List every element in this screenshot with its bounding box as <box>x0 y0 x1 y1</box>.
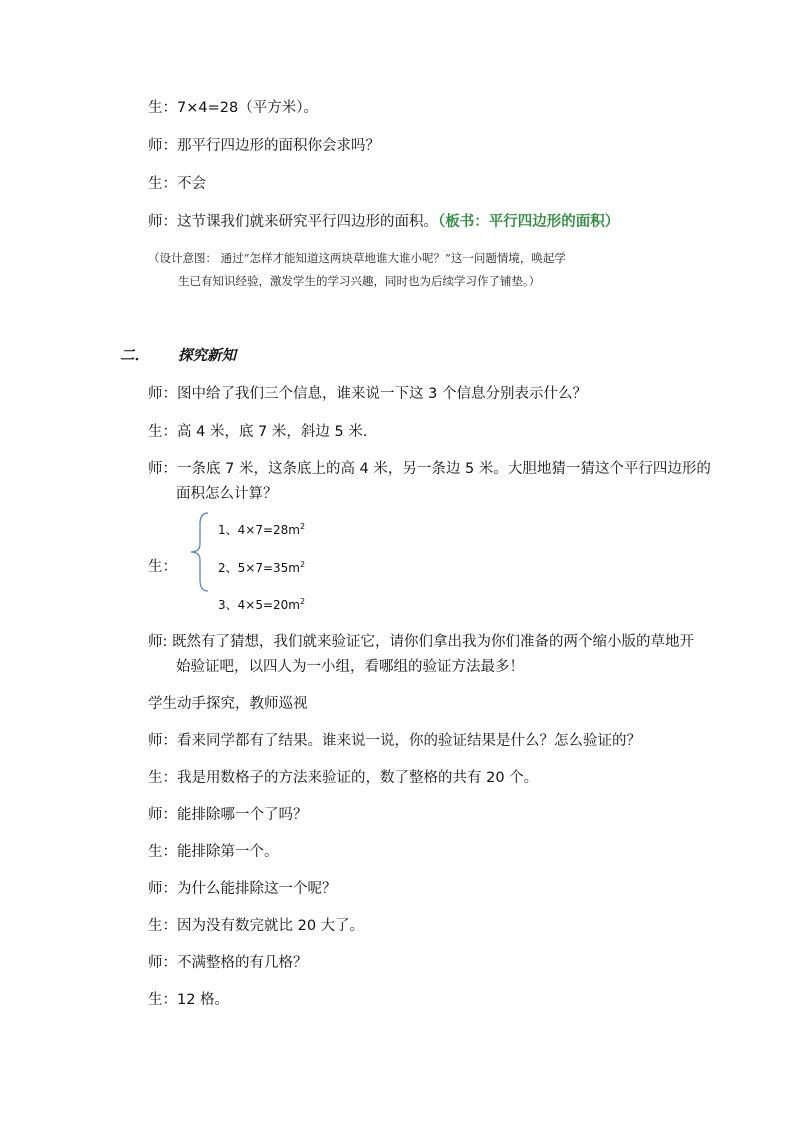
dialogue-line: 生：因为没有数完就比 20 大了。 <box>148 918 365 934</box>
board-note: （板书：平行四边形的面积） <box>438 214 620 230</box>
dialogue-line: 学生动手探究，教师巡视 <box>148 696 308 712</box>
formula-item: 3、$4\times 5=20m^2$ <box>218 597 306 612</box>
dialogue-line: 师：一条底 7 米，这条底上的高 4 米，另一条边 5 米。大胆地猜一猜这个平行四边形的 <box>148 461 711 477</box>
design-intent-note: （设计意图： 通过“怎样才能知道这两块草地谁大谁小呢？”这一问题情境，唤起学 <box>148 251 566 265</box>
dialogue-line: 师：看来同学都有了结果。谁来说一说，你的验证结果是什么？怎么验证的？ <box>148 733 641 749</box>
student-label: 生： <box>148 559 177 575</box>
dialogue-line: 师：能排除哪一个了吗？ <box>148 807 308 823</box>
design-intent-note: 生已有知识经验，激发学生的学习兴趣，同时也为后续学习作了铺垫。） <box>178 274 541 288</box>
formula-item: 1、$4\times 7=28m^2$ <box>218 522 306 537</box>
brace-icon <box>188 512 210 592</box>
dialogue-line: 面积怎么计算？ <box>176 486 278 502</box>
dialogue-line: 生：12 格。 <box>148 992 230 1008</box>
dialogue-line: 师：图中给了我们三个信息，谁来说一下这 3 个信息分别表示什么？ <box>148 386 587 402</box>
dialogue-line: 生：我是用数格子的方法来验证的，数了整格的共有 20 个。 <box>148 770 539 786</box>
dialogue-line: 生：高 4 米，底 7 米，斜边 5 米. <box>148 424 368 440</box>
dialogue-line: 生：不会 <box>148 176 206 192</box>
formula-item: 2、$5\times 7=35m^2$ <box>218 560 306 575</box>
dialogue-line: 师：为什么能排除这一个呢？ <box>148 881 337 897</box>
dialogue-line: 师：那平行四边形的面积你会求吗？ <box>148 138 380 154</box>
dialogue-line: 师：不满整格的有几格？ <box>148 955 308 971</box>
dialogue-line: 生：能排除第一个。 <box>148 844 279 860</box>
dialogue-line <box>148 212 619 232</box>
dialogue-line: 始验证吧，以四人为一小组，看哪组的验证方法最多！ <box>176 659 524 675</box>
dialogue-line: 生：7×4=28（平方米）。 <box>148 100 318 116</box>
dialogue-text: 师：这节课我们就来研究平行四边形的面积。 <box>148 214 438 230</box>
section-title: 探究新知 <box>178 348 236 364</box>
section-number: 二． <box>120 348 149 364</box>
dialogue-line: 师: 既然有了猜想，我们就来验证它，请你们拿出我为你们准备的两个缩小版的草地开 <box>148 634 694 650</box>
